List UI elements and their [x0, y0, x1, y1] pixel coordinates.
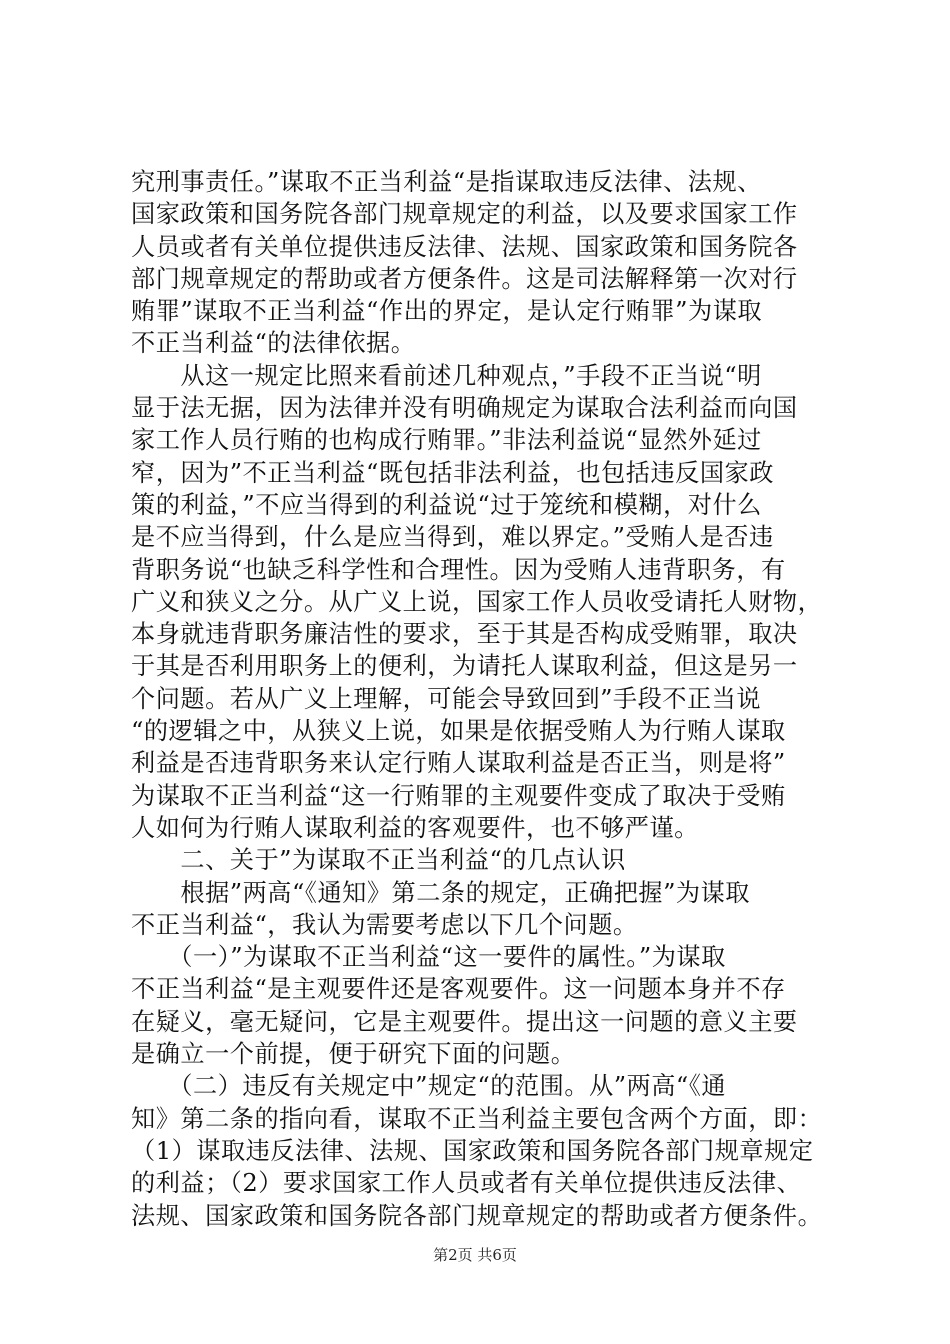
text-line: 于其是否利用职务上的便利，为请托人谋取利益，但这是另一 [131, 652, 798, 681]
text-line: 不正当利益“，我认为需要考虑以下几个问题。 [131, 910, 638, 939]
text-line: （一）”为谋取不正当利益“这一要件的属性。”为谋取 [131, 943, 726, 972]
text-line: 本身就违背职务廉洁性的要求，至于其是否构成受贿罪，取决 [131, 620, 798, 649]
text-line: 广义和狭义之分。从广义上说，国家工作人员收受请托人财物， [131, 587, 823, 616]
text-line: 从这一规定比照来看前述几种观点，”手段不正当说“明 [131, 361, 762, 390]
document-body [131, 166, 851, 1232]
text-line: 家工作人员行贿的也构成行贿罪。”非法利益说“显然外延过 [131, 426, 762, 455]
text-line: 不正当利益“是主观要件还是客观要件。这一问题本身并不存 [131, 975, 786, 1004]
text-line: 显于法无据，因为法律并没有明确规定为谋取合法利益而向国 [131, 394, 798, 423]
text-line: 人如何为行贿人谋取利益的客观要件，也不够严谨。 [131, 813, 699, 842]
text-line: 在疑义，毫无疑问，它是主观要件。提出这一问题的意义主要 [131, 1007, 798, 1036]
text-line: 的利益；（2）要求国家工作人员或者有关单位提供违反法律、 [131, 1169, 802, 1198]
text-line: 贿罪”谋取不正当利益“作出的界定，是认定行贿罪”为谋取 [131, 297, 763, 326]
text-line: 不正当利益“的法律依据。 [131, 329, 416, 358]
text-line: 知》第二条的指向看，谋取不正当利益主要包含两个方面，即： [131, 1104, 823, 1133]
text-line: 是确立一个前提，便于研究下面的问题。 [131, 1040, 576, 1069]
text-line: 个问题。若从广义上理解，可能会导致回到”手段不正当说 [131, 684, 762, 713]
text-line: 国家政策和国务院各部门规章规定的利益，以及要求国家工作 [131, 200, 798, 229]
page-footer: 第2页 共6页 [433, 1246, 517, 1264]
text-line: 根据”两高“《通知》第二条的规定，正确把握”为谋取 [131, 878, 750, 907]
text-line: 究刑事责任。”谋取不正当利益“是指谋取违反法律、法规、 [131, 168, 762, 196]
text-line: 是不应当得到，什么是应当得到，难以界定。”受贿人是否违 [131, 523, 774, 552]
text-line: 策的利益，”不应当得到的利益说“过于笼统和模糊，对什么 [131, 490, 762, 519]
text-line: 部门规章规定的帮助或者方便条件。这是司法解释第一次对行 [131, 264, 798, 293]
text-line: 窄，因为”不正当利益“既包括非法利益，也包括违反国家政 [131, 458, 774, 487]
text-line: 人员或者有关单位提供违反法律、法规、国家政策和国务院各 [131, 232, 798, 261]
text-line: （二）违反有关规定中”规定“的范围。从”两高“《通 [131, 1072, 727, 1101]
text-line: 二、关于”为谋取不正当利益“的几点认识 [131, 846, 626, 875]
text-line: 法规、国家政策和国务院各部门规章规定的帮助或者方便条件。 [131, 1201, 823, 1230]
text-line: 背职务说“也缺乏科学性和合理性。因为受贿人违背职务，有 [131, 555, 786, 584]
text-line: 为谋取不正当利益“这一行贿罪的主观要件变成了取决于受贿 [131, 781, 786, 810]
text-line: （1）谋取违反法律、法规、国家政策和国务院各部门规章规定 [131, 1136, 814, 1165]
text-line: 利益是否违背职务来认定行贿人谋取利益是否正当，则是将” [131, 749, 786, 778]
text-line: “的逻辑之中，从狭义上说，如果是依据受贿人为行贿人谋取 [131, 717, 786, 746]
